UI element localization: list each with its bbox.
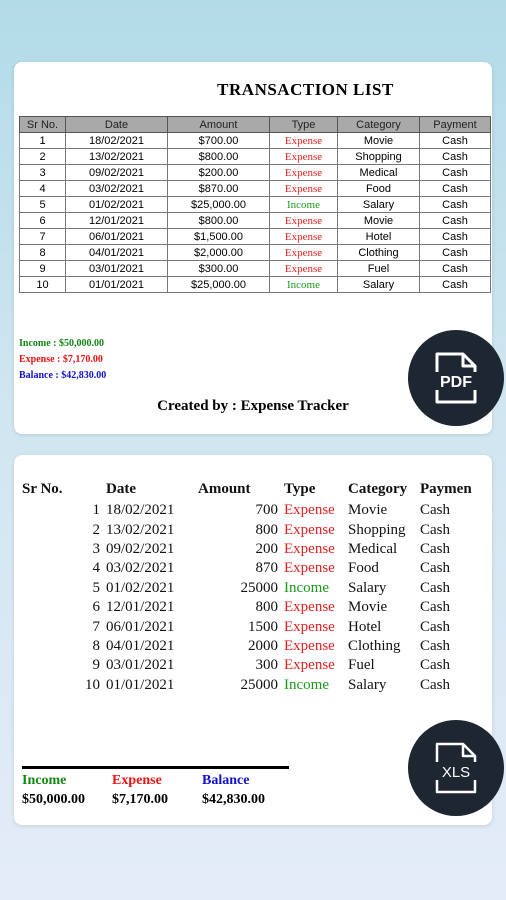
xls-col-header: Category — [348, 480, 408, 497]
pdf-expense-total: Expense : $7,170.00 — [19, 354, 103, 365]
table-row — [20, 165, 491, 181]
table-cell: Cash — [420, 181, 491, 197]
table-cell: Cash — [420, 149, 491, 165]
table-cell: Clothing — [338, 245, 420, 261]
pdf-table-header — [20, 117, 491, 133]
table-row — [22, 617, 490, 636]
table-cell: $800.00 — [168, 213, 270, 229]
table-cell: 3 — [92, 540, 100, 557]
table-cell: 4 — [92, 560, 100, 577]
table-cell: 870 — [255, 560, 278, 577]
table-cell: Salary — [338, 277, 420, 293]
table-cell: Cash — [420, 618, 450, 635]
xls-col-header: Type — [284, 480, 316, 497]
table-cell: 01/02/2021 — [106, 579, 175, 596]
table-cell: Expense — [270, 181, 338, 197]
table-cell: Medical — [338, 165, 420, 181]
table-cell: $2,000.00 — [168, 245, 270, 261]
table-cell: 13/02/2021 — [106, 521, 175, 538]
xls-table-header — [22, 479, 490, 501]
table-cell: 8 — [20, 245, 66, 261]
pdf-col-header: Amount — [168, 117, 270, 133]
table-cell: Income — [270, 277, 338, 293]
table-cell: Salary — [348, 579, 387, 596]
xls-file-icon — [433, 742, 479, 794]
table-cell: 03/01/2021 — [106, 657, 175, 674]
table-cell: 800 — [255, 521, 278, 538]
table-cell: Expense — [270, 245, 338, 261]
pdf-income-total: Income : $50,000.00 — [19, 338, 104, 349]
xls-balance-label: Balance — [202, 772, 250, 788]
table-cell: Cash — [420, 579, 450, 596]
table-cell: Clothing — [348, 637, 401, 654]
xls-transaction-table — [22, 479, 490, 695]
table-row — [20, 197, 491, 213]
created-by-label: Created by : Expense Tracker — [157, 398, 349, 414]
pdf-col-header: Date — [66, 117, 168, 133]
xls-col-header: Sr No. — [22, 480, 63, 497]
table-cell: Expense — [270, 213, 338, 229]
pdf-transaction-table — [19, 116, 491, 293]
table-cell: Cash — [420, 261, 491, 277]
table-cell: Cash — [420, 637, 450, 654]
table-cell: Cash — [420, 560, 450, 577]
table-cell: Cash — [420, 133, 491, 149]
table-cell: Expense — [284, 637, 335, 654]
table-row — [22, 656, 490, 675]
table-row — [20, 277, 491, 293]
xls-income-label: Income — [22, 772, 67, 788]
table-cell: Cash — [420, 197, 491, 213]
table-row — [20, 245, 491, 261]
table-cell: Shopping — [338, 149, 420, 165]
table-cell: Expense — [284, 540, 335, 557]
table-cell: 4 — [20, 181, 66, 197]
table-cell: $1,500.00 — [168, 229, 270, 245]
table-cell: Expense — [270, 261, 338, 277]
table-cell: 5 — [92, 579, 100, 596]
table-cell: 2 — [92, 521, 100, 538]
table-row — [20, 149, 491, 165]
pdf-export-button[interactable] — [408, 330, 504, 426]
summary-divider — [22, 766, 289, 769]
pdf-col-header: Type — [270, 117, 338, 133]
table-row — [22, 637, 490, 656]
table-cell: 1 — [20, 133, 66, 149]
table-cell: 6 — [20, 213, 66, 229]
xls-income-value: $50,000.00 — [22, 791, 85, 807]
table-cell: Fuel — [348, 657, 375, 674]
table-cell: 7 — [92, 618, 100, 635]
table-row — [20, 261, 491, 277]
table-cell: 06/01/2021 — [66, 229, 168, 245]
table-cell: 06/01/2021 — [106, 618, 175, 635]
table-cell: Expense — [270, 229, 338, 245]
table-cell: Income — [284, 676, 329, 693]
xls-balance-value: $42,830.00 — [202, 791, 265, 807]
table-cell: 200 — [255, 540, 278, 557]
table-cell: $870.00 — [168, 181, 270, 197]
table-cell: 03/01/2021 — [66, 261, 168, 277]
xls-col-header: Amount — [198, 480, 251, 497]
table-cell: 01/01/2021 — [66, 277, 168, 293]
table-cell: 1 — [92, 502, 100, 519]
table-cell: $300.00 — [168, 261, 270, 277]
table-row — [22, 540, 490, 559]
table-row — [20, 133, 491, 149]
xls-expense-value: $7,170.00 — [112, 791, 168, 807]
table-cell: Salary — [348, 676, 387, 693]
table-cell: 10 — [85, 676, 100, 693]
table-cell: 9 — [92, 657, 100, 674]
table-cell: $25,000.00 — [168, 277, 270, 293]
table-cell: 5 — [20, 197, 66, 213]
table-cell: Expense — [270, 133, 338, 149]
table-cell: Movie — [348, 599, 388, 616]
table-cell: Expense — [270, 149, 338, 165]
table-cell: Cash — [420, 245, 491, 261]
table-row — [20, 181, 491, 197]
table-cell: Cash — [420, 521, 450, 538]
pdf-col-header: Payment — [420, 117, 491, 133]
table-cell: 12/01/2021 — [106, 599, 175, 616]
pdf-summary — [19, 336, 106, 384]
table-cell: 03/02/2021 — [66, 181, 168, 197]
table-cell: Expense — [284, 560, 335, 577]
table-cell: 03/02/2021 — [106, 560, 175, 577]
table-cell: Cash — [420, 502, 450, 519]
table-cell: 800 — [255, 599, 278, 616]
table-cell: 2 — [20, 149, 66, 165]
table-cell: 04/01/2021 — [66, 245, 168, 261]
table-cell: $200.00 — [168, 165, 270, 181]
table-cell: Cash — [420, 213, 491, 229]
table-cell: Cash — [420, 277, 491, 293]
table-cell: Movie — [338, 133, 420, 149]
table-cell: Cash — [420, 676, 450, 693]
table-cell: 700 — [255, 502, 278, 519]
table-row — [20, 213, 491, 229]
table-row — [22, 559, 490, 578]
xls-summary — [22, 766, 292, 809]
table-cell: 09/02/2021 — [66, 165, 168, 181]
table-cell: Cash — [420, 165, 491, 181]
table-cell: 3 — [20, 165, 66, 181]
xls-col-header: Paymen — [420, 480, 472, 497]
table-cell: Movie — [338, 213, 420, 229]
table-cell: 13/02/2021 — [66, 149, 168, 165]
xls-expense-label: Expense — [112, 772, 162, 788]
table-cell: Income — [284, 579, 329, 596]
table-cell: Medical — [348, 540, 398, 557]
table-cell: 300 — [255, 657, 278, 674]
table-cell: Expense — [284, 618, 335, 635]
table-row — [20, 229, 491, 245]
table-cell: Expense — [270, 165, 338, 181]
table-cell: 01/01/2021 — [106, 676, 175, 693]
table-cell: Shopping — [348, 521, 406, 538]
table-cell: Salary — [338, 197, 420, 213]
xls-export-button[interactable] — [408, 720, 504, 816]
pdf-badge-label: PDF — [440, 374, 472, 391]
table-cell: 7 — [20, 229, 66, 245]
table-row — [22, 501, 490, 520]
table-cell: Hotel — [338, 229, 420, 245]
table-cell: Movie — [348, 502, 388, 519]
table-cell: 2000 — [248, 637, 278, 654]
table-cell: Expense — [284, 657, 335, 674]
table-cell: 8 — [92, 637, 100, 654]
table-cell: Expense — [284, 599, 335, 616]
table-cell: $800.00 — [168, 149, 270, 165]
table-cell: $700.00 — [168, 133, 270, 149]
pdf-balance-total: Balance : $42,830.00 — [19, 370, 107, 381]
table-cell: Cash — [420, 229, 491, 245]
table-cell: 01/02/2021 — [66, 197, 168, 213]
table-cell: Hotel — [348, 618, 382, 635]
table-row — [22, 520, 490, 539]
table-cell: Fuel — [338, 261, 420, 277]
table-cell: 6 — [92, 599, 100, 616]
table-cell: Expense — [284, 502, 335, 519]
pdf-file-icon — [433, 352, 479, 404]
table-cell: Expense — [284, 521, 335, 538]
xls-badge-label: XLS — [441, 764, 471, 781]
pdf-title: TRANSACTION LIST — [217, 80, 394, 99]
table-cell: Cash — [420, 599, 450, 616]
table-cell: Income — [270, 197, 338, 213]
xls-col-header: Date — [106, 480, 136, 497]
table-cell: Food — [348, 560, 379, 577]
table-cell: 09/02/2021 — [106, 540, 175, 557]
table-cell: 18/02/2021 — [106, 502, 175, 519]
table-cell: 25000 — [240, 676, 278, 693]
table-row — [22, 598, 490, 617]
table-cell: 1500 — [248, 618, 278, 635]
table-row — [22, 676, 490, 695]
table-cell: 10 — [20, 277, 66, 293]
table-cell: $25,000.00 — [168, 197, 270, 213]
pdf-col-header: Sr No. — [20, 117, 66, 133]
table-cell: 18/02/2021 — [66, 133, 168, 149]
pdf-col-header: Category — [338, 117, 420, 133]
table-cell: Cash — [420, 657, 450, 674]
table-cell: 9 — [20, 261, 66, 277]
table-cell: Cash — [420, 540, 450, 557]
table-cell: Food — [338, 181, 420, 197]
table-cell: 25000 — [240, 579, 278, 596]
table-row — [22, 579, 490, 598]
table-cell: 04/01/2021 — [106, 637, 175, 654]
table-cell: 12/01/2021 — [66, 213, 168, 229]
